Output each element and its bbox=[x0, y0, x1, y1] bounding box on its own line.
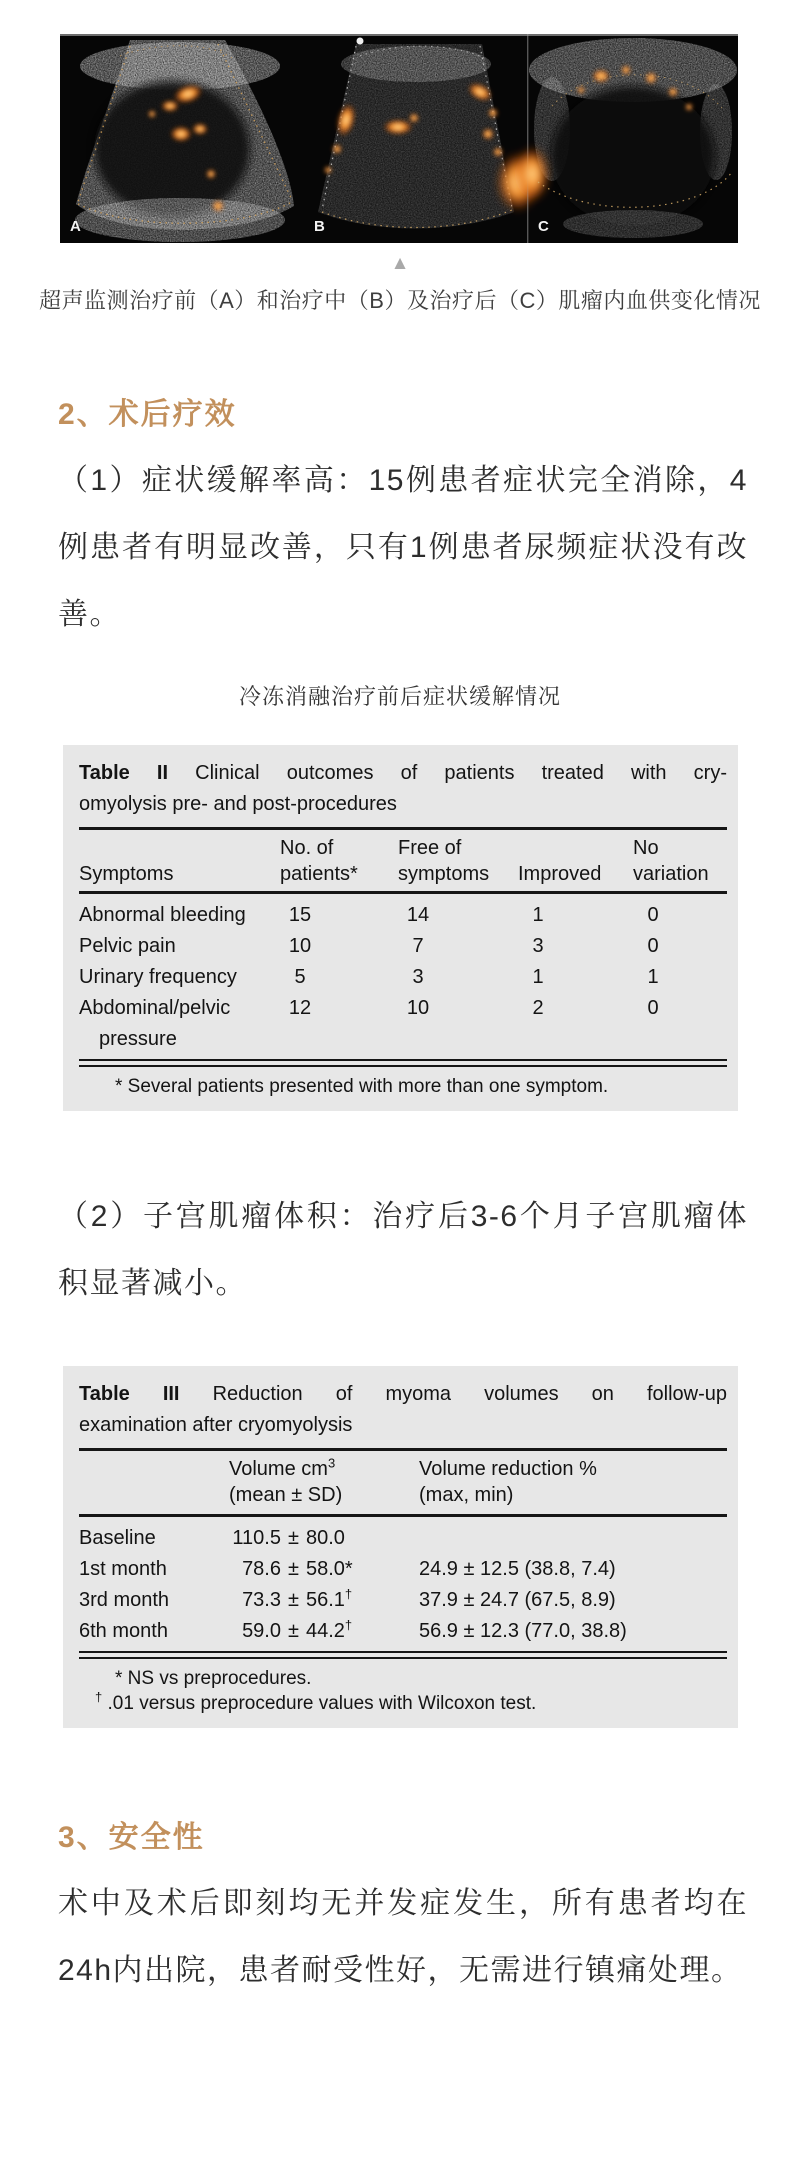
table-row bbox=[79, 1585, 727, 1616]
table3-header-row bbox=[79, 1456, 727, 1508]
volume-cell: 73.3 ± 56.1† bbox=[242, 1586, 353, 1611]
value-cell: 1 bbox=[532, 966, 544, 988]
value-cell: 3 bbox=[412, 966, 424, 988]
value-cell: 15 bbox=[288, 904, 312, 926]
table-2 bbox=[79, 835, 727, 887]
value-cell: 14 bbox=[406, 904, 430, 926]
ultrasound-panel-a bbox=[70, 40, 294, 242]
value-cell: 0 bbox=[647, 904, 659, 926]
volume-cell: 110.5 ± 80.0 bbox=[232, 1527, 345, 1549]
table-2-box bbox=[63, 745, 738, 1111]
table2-bottom-rule bbox=[79, 1059, 727, 1067]
table-3-body bbox=[79, 1523, 727, 1647]
col-header-no-variation: No variation bbox=[633, 837, 709, 885]
paragraph-volume-reduction: （2）子宫肌瘤体积：治疗后3-6个月子宫肌瘤体积显著减小。 bbox=[58, 1200, 748, 1300]
volume-cell: 59.0 ± 44.2† bbox=[242, 1617, 353, 1642]
value-cell: 5 bbox=[294, 966, 306, 988]
panel-label-c: C bbox=[538, 218, 549, 235]
value-cell: 1 bbox=[647, 966, 659, 988]
value-cell: 12 bbox=[288, 997, 312, 1019]
table3-label: Table III bbox=[79, 1383, 180, 1405]
value-cell: 1 bbox=[532, 904, 544, 926]
col-header-volume: Volume $cm^3$ (mean ± SD) bbox=[229, 1455, 343, 1506]
table-row bbox=[79, 993, 727, 1055]
table2-title-line2: omyolysis pre- and post-procedures bbox=[79, 793, 397, 815]
table-3-box bbox=[63, 1366, 738, 1728]
table3-title-line2: examination after cryomyolysis bbox=[79, 1414, 353, 1436]
panel-label-a: A bbox=[70, 218, 81, 235]
section-heading-3: 3、安全性 bbox=[58, 1821, 205, 1854]
col-header-symptoms: Symptoms bbox=[79, 863, 174, 885]
ultrasound-image bbox=[60, 34, 738, 243]
table-row bbox=[79, 931, 727, 962]
symptom-cell: Pelvic pain bbox=[79, 935, 176, 957]
table-row bbox=[79, 1616, 727, 1647]
table3-header-rule bbox=[79, 1514, 727, 1517]
col-header-free-of-symptoms: Free of symptoms bbox=[398, 837, 490, 885]
section-heading-2: 2、术后疗效 bbox=[58, 398, 237, 431]
table3-top-rule bbox=[79, 1448, 727, 1451]
value-cell: 3 bbox=[532, 935, 544, 957]
volume-cell: 78.6 ± 58.0* bbox=[242, 1558, 353, 1580]
table-row bbox=[79, 1554, 727, 1585]
table-row bbox=[79, 1523, 727, 1554]
symptom-cell: Urinary frequency bbox=[79, 966, 237, 988]
reduction-cell bbox=[419, 1523, 727, 1554]
value-cell: 10 bbox=[406, 997, 430, 1019]
table2-top-rule bbox=[79, 827, 727, 830]
caption-pointer-icon: ▲ bbox=[390, 253, 410, 274]
table-3-header bbox=[79, 1456, 727, 1508]
panel-label-b: B bbox=[314, 218, 325, 235]
table2-chinese-caption: 冷冻消融治疗前后症状缓解情况 bbox=[238, 684, 561, 709]
table3-footnote-1: * NS vs preprocedures. bbox=[115, 1668, 312, 1689]
symptom-cell: Abnormal bleeding bbox=[79, 904, 246, 926]
period-cell: 3rd month bbox=[79, 1589, 170, 1611]
col-header-no-of-patients: No. of patients* bbox=[280, 837, 358, 885]
value-cell: 10 bbox=[288, 935, 312, 957]
col-header-volume-reduction: Volume reduction % (max, min) bbox=[419, 1458, 597, 1506]
table2-label: Table II bbox=[79, 762, 168, 784]
value-cell: 0 bbox=[647, 935, 659, 957]
table2-footnote: * Several patients presented with more than one symptom. bbox=[115, 1076, 609, 1097]
figure-caption: 超声监测治疗前（A）和治疗中（B）及治疗后（C）肌瘤内血供变化情况 bbox=[39, 288, 761, 313]
table3-bottom-rule bbox=[79, 1651, 727, 1659]
reduction-cell: 24.9 ± 12.5 (38.8, 7.4) bbox=[419, 1558, 616, 1580]
table-row bbox=[79, 962, 727, 993]
value-cell: 0 bbox=[647, 997, 659, 1019]
table2-title: Table II Clinical outcomes of patients treated with cry- bbox=[79, 762, 727, 784]
table-row bbox=[79, 900, 727, 931]
period-cell: Baseline bbox=[79, 1527, 156, 1549]
value-cell: 2 bbox=[532, 997, 544, 1019]
ultrasound-figure bbox=[0, 0, 800, 243]
paragraph-safety: 术中及术后即刻均无并发症发生，所有患者均在24h内出院，患者耐受性好，无需进行镇痛处理。 bbox=[58, 1887, 748, 1987]
table-2-body bbox=[79, 900, 727, 1055]
period-cell: 6th month bbox=[79, 1620, 168, 1642]
reduction-cell: 56.9 ± 12.3 (77.0, 38.8) bbox=[419, 1620, 627, 1642]
table2-header-row bbox=[79, 835, 727, 887]
table3-footnote-2: † .01 versus preprocedure values with Wilcoxon test. bbox=[95, 1689, 537, 1714]
table3-title: Table III Reduction of myoma volumes on follow-up bbox=[79, 1383, 727, 1405]
paragraph-symptom-relief: （1）症状缓解率高：15例患者症状完全消除，4例患者有明显改善，只有1例患者尿频症状没有改善。 bbox=[58, 464, 748, 631]
period-cell: 1st month bbox=[79, 1558, 167, 1580]
col-header-improved: Improved bbox=[518, 863, 602, 885]
reduction-cell: 37.9 ± 24.7 (67.5, 8.9) bbox=[419, 1589, 616, 1611]
table2-header-rule bbox=[79, 891, 727, 894]
value-cell: 7 bbox=[412, 935, 424, 957]
symptom-cell: Abdominal/pelvic pressure bbox=[79, 997, 231, 1050]
